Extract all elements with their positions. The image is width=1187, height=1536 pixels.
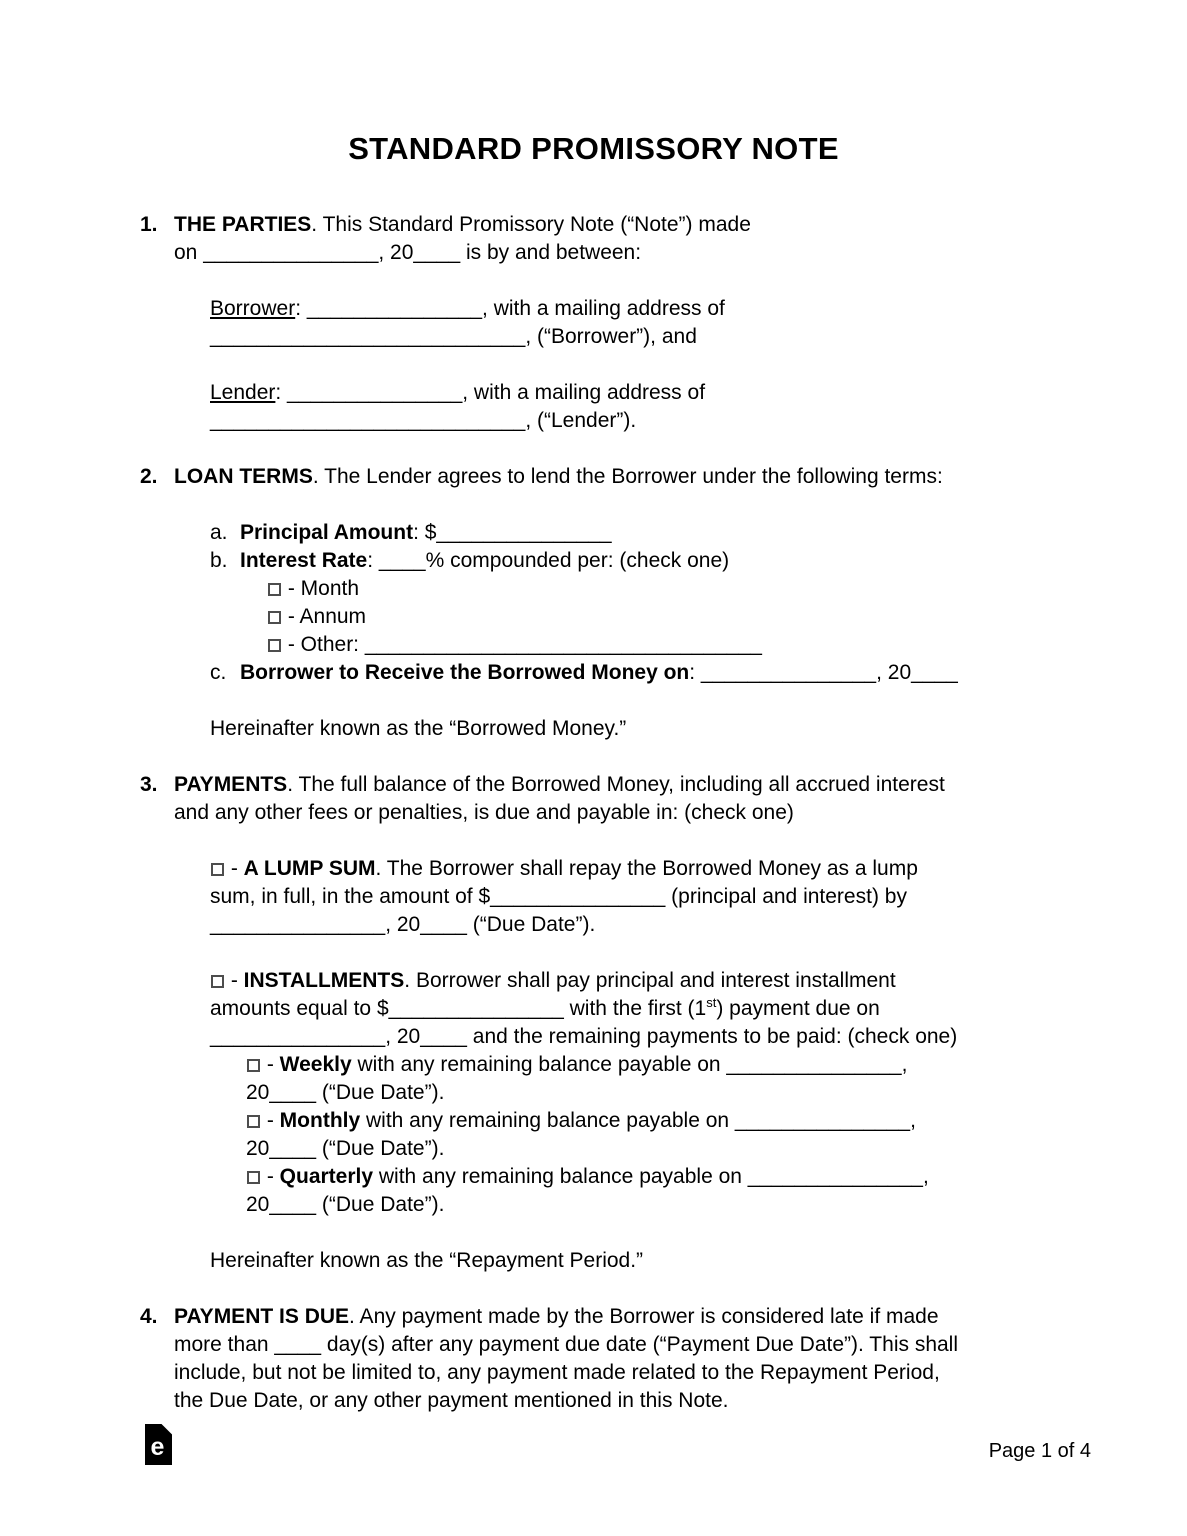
text-line — [240, 519, 1075, 547]
text-line — [210, 967, 1075, 995]
text: ) payment due on — [716, 997, 880, 1020]
monthly-payment-option — [140, 1107, 1075, 1163]
text: - Month — [282, 577, 360, 600]
text: include, but not be limited to, any payment made related to the Repayment Period, — [174, 1361, 940, 1384]
bold-text: Interest Rate — [240, 549, 368, 572]
spacer — [140, 939, 1075, 967]
text-line — [174, 239, 1075, 267]
borrower-identification — [140, 295, 1075, 351]
text-line — [246, 1191, 1075, 1219]
text-line — [210, 379, 1075, 407]
text-line — [240, 547, 1075, 575]
text: with any remaining balance payable on _______________, — [351, 1053, 908, 1076]
text: 20____ (“Due Date”). — [246, 1081, 445, 1104]
bold-text: Principal Amount — [240, 521, 414, 544]
underlined-label: Borrower — [210, 297, 296, 320]
section-3-payments — [140, 771, 1075, 827]
list-marker: a. — [210, 521, 228, 544]
checkbox[interactable] — [211, 863, 224, 876]
text-line — [210, 911, 1075, 939]
text: the Due Date, or any other payment mentioned in this Note. — [174, 1389, 729, 1412]
logo-letter: e — [150, 1433, 165, 1461]
text: - Annum — [282, 605, 367, 628]
bold-text: A LUMP SUM — [243, 857, 376, 880]
bold-text: Weekly — [279, 1053, 352, 1076]
loan-term-receive-date — [140, 659, 1075, 687]
text: . This Standard Promissory Note (“Note”) made — [311, 213, 751, 236]
text: . Borrower shall pay principal and interest installment — [404, 969, 896, 992]
page-title: STANDARD PROMISSORY NOTE — [348, 131, 839, 166]
text: . Any payment made by the Borrower is considered late if made — [349, 1305, 939, 1328]
text-line — [210, 323, 1075, 351]
text: amounts equal to $_______________ with the first (1 — [210, 997, 707, 1020]
section-1-the-parties — [140, 211, 1075, 267]
text-line — [246, 1163, 1075, 1191]
section-4-payment-is-due — [140, 1303, 1075, 1415]
spacer — [140, 435, 1075, 463]
text-line — [267, 631, 1075, 659]
text: sum, in full, in the amount of $_______________ (principal and interest) by — [210, 885, 907, 908]
checkbox[interactable] — [268, 611, 281, 624]
text: with any remaining balance payable on _______________, — [373, 1165, 929, 1188]
lender-identification — [140, 379, 1075, 435]
text-line — [210, 407, 1075, 435]
spacer — [140, 267, 1075, 295]
text-line — [210, 715, 1075, 743]
text: 20____ (“Due Date”). — [246, 1137, 445, 1160]
bold-text: Monthly — [279, 1109, 361, 1132]
checkbox[interactable] — [247, 1115, 260, 1128]
section-2-loan-terms — [140, 463, 1075, 491]
text-line — [246, 1135, 1075, 1163]
interest-compound-month-option — [140, 575, 1075, 603]
bold-text: INSTALLMENTS — [243, 969, 405, 992]
text-line — [246, 1107, 1075, 1135]
installments-option — [140, 967, 1075, 1051]
checkbox[interactable] — [268, 583, 281, 596]
text: : _______________, with a mailing address of — [275, 381, 706, 404]
text-line — [267, 603, 1075, 631]
list-marker: c. — [210, 661, 227, 684]
text-line — [174, 1387, 1075, 1415]
text: ___________________________, (“Lender”). — [210, 409, 637, 432]
loan-term-interest-rate — [140, 547, 1075, 575]
text: - — [261, 1165, 280, 1188]
bold-text: LOAN TERMS — [174, 465, 313, 488]
bold-text: PAYMENT IS DUE — [174, 1305, 350, 1328]
text-line — [246, 1079, 1075, 1107]
text-line — [210, 883, 1075, 911]
document-blocks — [140, 211, 1075, 1415]
text-line — [210, 855, 1075, 883]
list-marker: 2. — [140, 465, 158, 488]
text: Hereinafter known as the “Borrowed Money.” — [210, 717, 627, 740]
text-line — [210, 1023, 1075, 1051]
text: and any other fees or penalties, is due and payable in: (check one) — [174, 801, 794, 824]
text-line — [240, 659, 1075, 687]
bold-text: PAYMENTS — [174, 773, 288, 796]
underlined-label: Lender — [210, 381, 276, 404]
lump-sum-option — [140, 855, 1075, 939]
text: . The Lender agrees to lend the Borrower under the following terms: — [312, 465, 943, 488]
list-marker: b. — [210, 549, 228, 572]
text: . The Borrower shall repay the Borrowed Money as a lump — [375, 857, 918, 880]
text: _______________, 20____ (“Due Date”). — [210, 913, 596, 936]
text-line — [246, 1051, 1075, 1079]
text-line — [210, 1247, 1075, 1275]
text: ___________________________, (“Borrower”), and — [210, 325, 697, 348]
text: on _______________, 20____ is by and between: — [174, 241, 642, 264]
borrowed-money-definition — [140, 715, 1075, 743]
text-line — [210, 995, 1075, 1023]
text-line — [174, 1303, 1075, 1331]
text: Hereinafter known as the “Repayment Period.” — [210, 1249, 644, 1272]
spacer — [140, 491, 1075, 519]
text-line — [174, 771, 1075, 799]
interest-compound-other-option — [140, 631, 1075, 659]
list-marker: 1. — [140, 213, 158, 236]
text: - — [225, 857, 244, 880]
text: . The full balance of the Borrowed Money, including all accrued interest — [287, 773, 945, 796]
text: - Other: __________________________________ — [282, 633, 762, 656]
spacer — [140, 827, 1075, 855]
bold-text: THE PARTIES — [174, 213, 312, 236]
spacer — [140, 1275, 1075, 1303]
weekly-payment-option — [140, 1051, 1075, 1107]
text: 20____ (“Due Date”). — [246, 1193, 445, 1216]
eforms-document-logo — [145, 1424, 172, 1465]
text-line — [174, 211, 1075, 239]
list-marker: 4. — [140, 1305, 158, 1328]
text: more than ____ day(s) after any payment due date (“Payment Due Date”). This shall — [174, 1333, 959, 1356]
text: : _______________, 20____ — [689, 661, 958, 684]
text: _______________, 20____ and the remaining payments to be paid: (check one) — [210, 1025, 958, 1048]
text: - — [261, 1109, 280, 1132]
bold-text: Quarterly — [279, 1165, 374, 1188]
text: with any remaining balance payable on _______________, — [360, 1109, 916, 1132]
list-marker: 3. — [140, 773, 158, 796]
checkbox[interactable] — [268, 639, 281, 652]
spacer — [140, 687, 1075, 715]
bold-text: Borrower to Receive the Borrowed Money on — [240, 661, 690, 684]
text-line — [174, 799, 1075, 827]
page-number-label: Page 1 of 4 — [988, 1440, 1091, 1462]
text: : $_______________ — [413, 521, 612, 544]
checkbox[interactable] — [247, 1171, 260, 1184]
text: : ____% compounded per: (check one) — [367, 549, 730, 572]
spacer — [140, 351, 1075, 379]
quarterly-payment-option — [140, 1163, 1075, 1219]
spacer — [140, 1219, 1075, 1247]
text: st — [706, 995, 717, 1010]
text-line — [267, 575, 1075, 603]
checkbox[interactable] — [247, 1059, 260, 1072]
interest-compound-annum-option — [140, 603, 1075, 631]
text-line — [210, 295, 1075, 323]
repayment-period-definition — [140, 1247, 1075, 1275]
text: - — [261, 1053, 280, 1076]
text-line — [174, 1359, 1075, 1387]
text: - — [225, 969, 244, 992]
spacer — [140, 743, 1075, 771]
text-line — [174, 463, 1075, 491]
checkbox[interactable] — [211, 975, 224, 988]
loan-term-principal-amount — [140, 519, 1075, 547]
text: : _______________, with a mailing address of — [295, 297, 725, 320]
text-line — [174, 1331, 1075, 1359]
